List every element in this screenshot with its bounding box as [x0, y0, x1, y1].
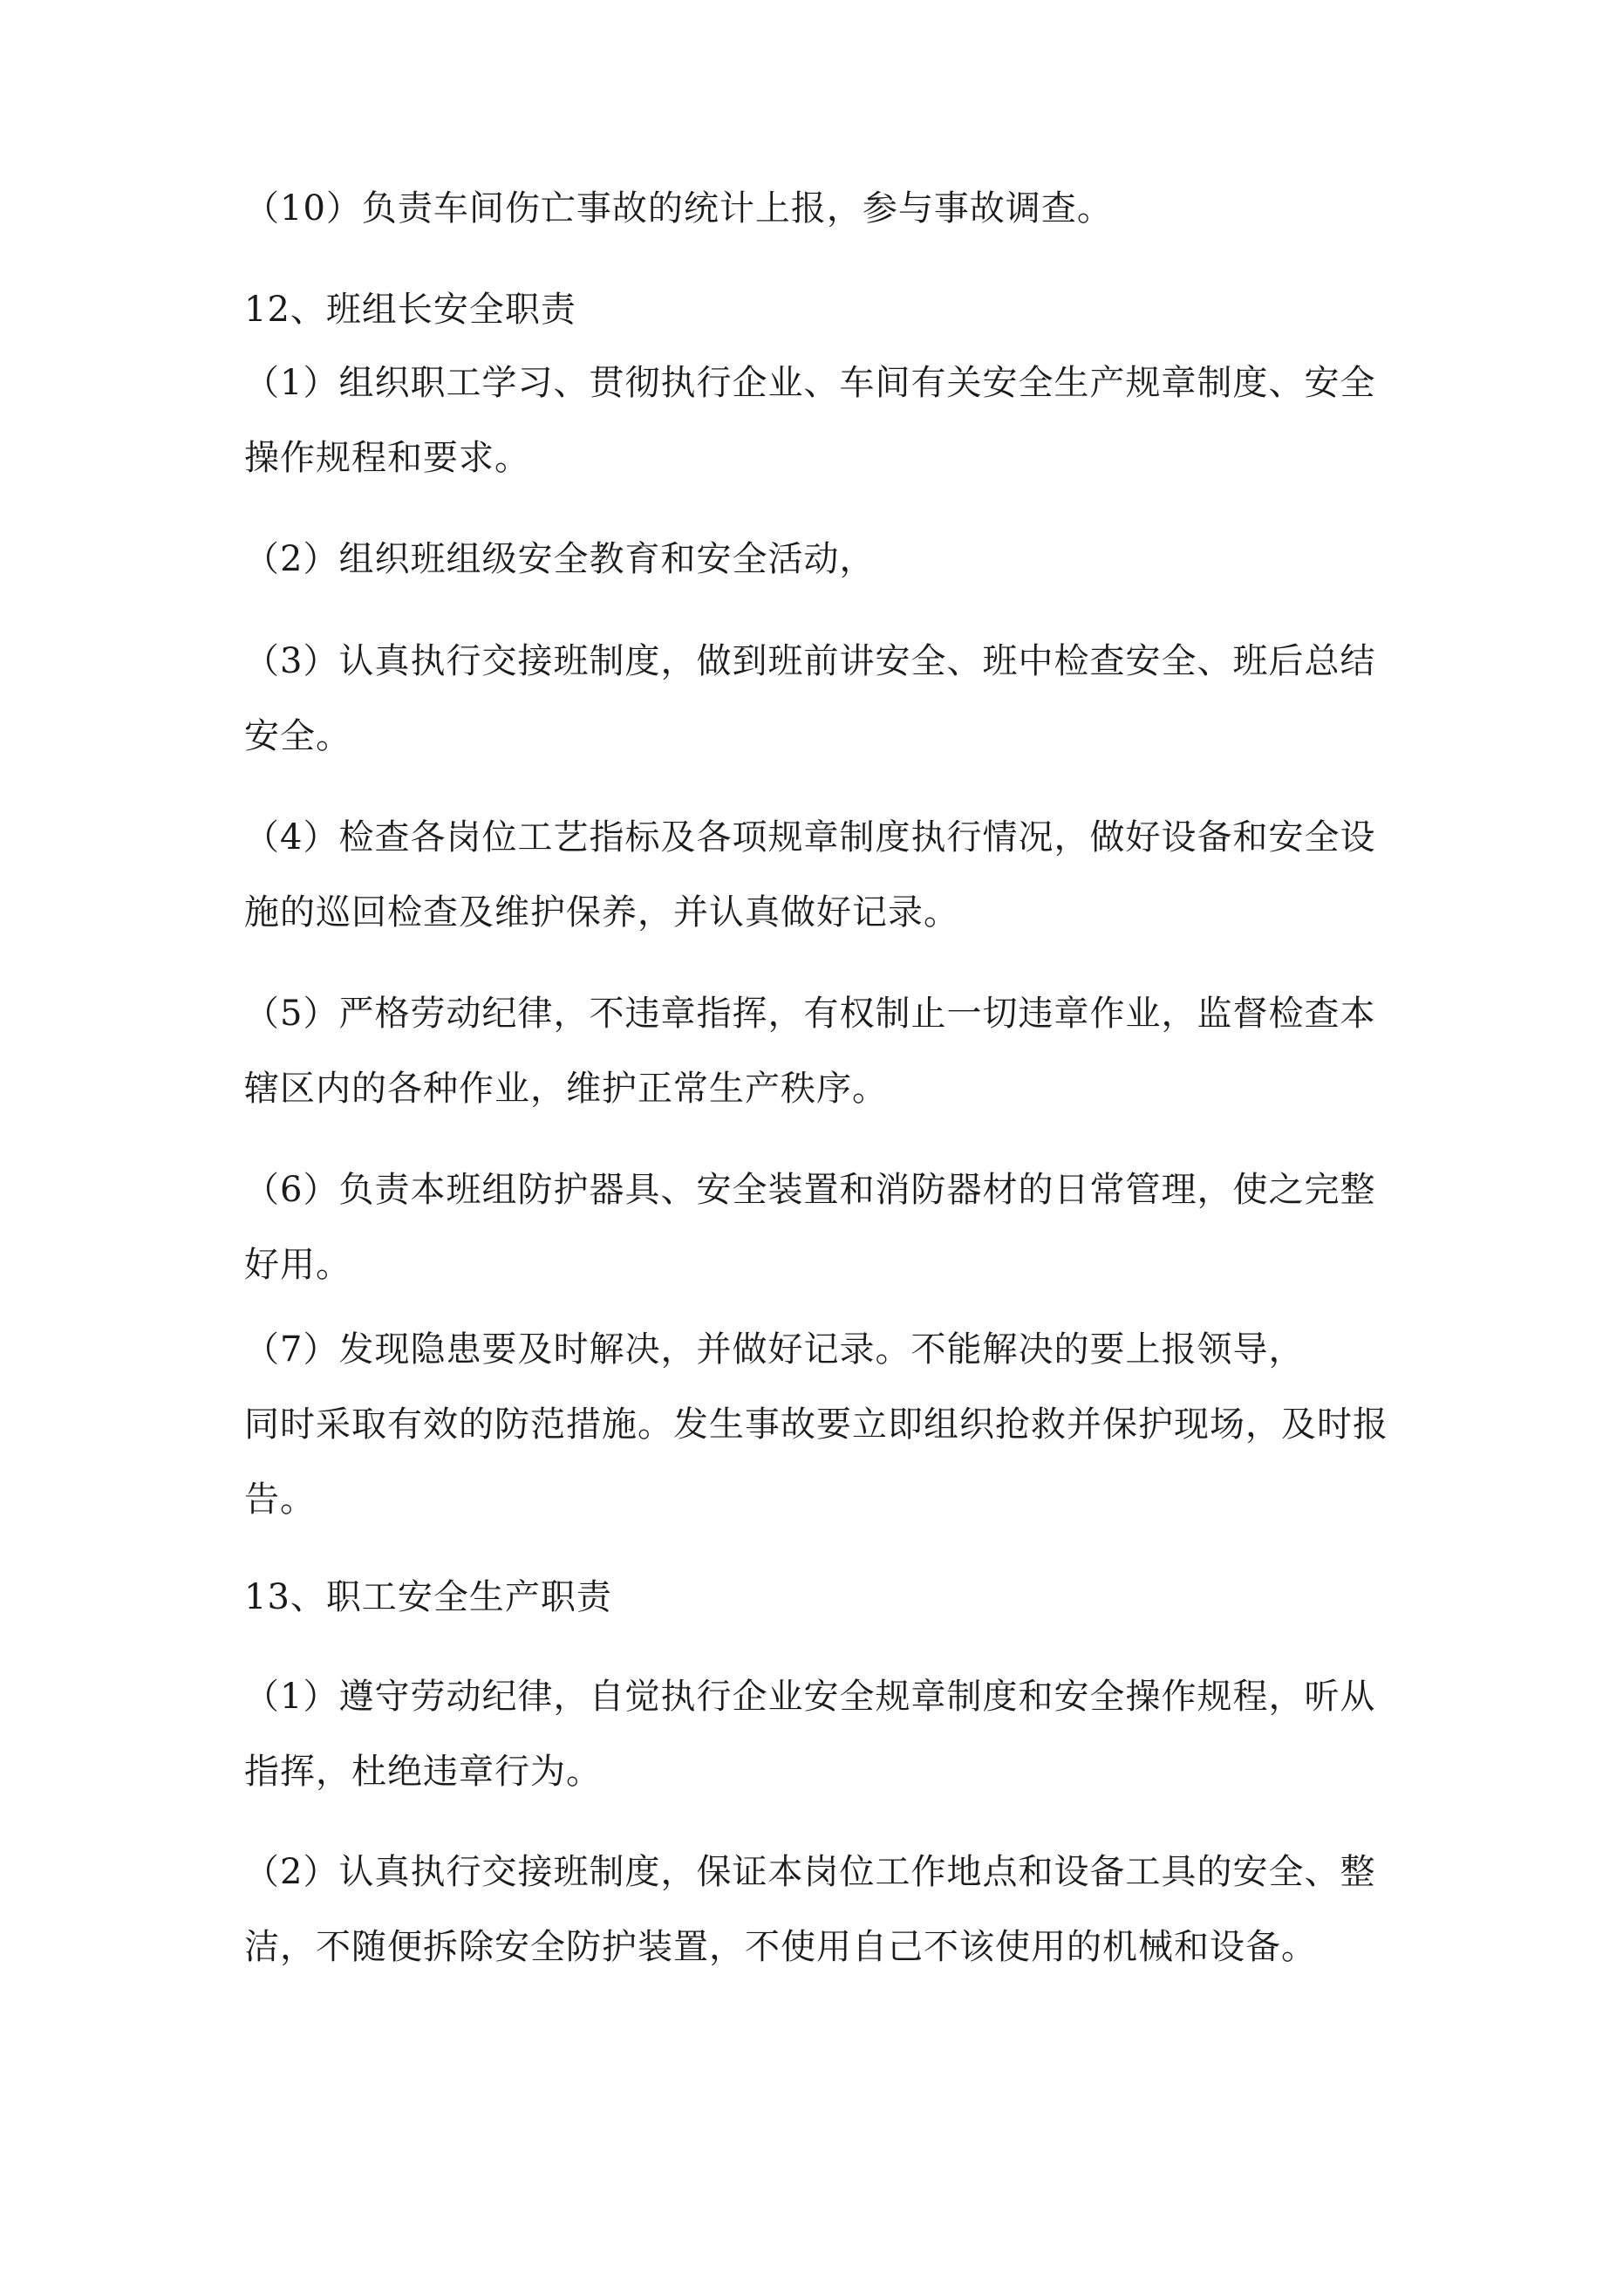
text-line: 同时采取有效的防范措施。发生事故要立即组织抢救并保护现场，及时报 — [244, 1404, 1388, 1445]
text-line: 操作规程和要求。 — [244, 438, 530, 478]
text-line: 安全。 — [244, 716, 351, 756]
paragraph-item-7-hazard-handling — [244, 1312, 1413, 1537]
section-heading-employee-duties — [244, 1560, 1413, 1635]
text-line: （6）负责本班组防护器具、安全装置和消防器材的日常管理，使之完整 — [244, 1170, 1376, 1210]
text-line: （7）发现隐患要及时解决，并做好记录。不能解决的要上报领导， — [244, 1329, 1305, 1370]
text-line: （3）认真执行交接班制度，做到班前讲安全、班中检查安全、班后总结 — [244, 641, 1376, 681]
text-line: （1）遵守劳动纪律，自觉执行企业安全规章制度和安全操作规程，听从 — [244, 1677, 1376, 1717]
paragraph-employee-item-1-discipline — [244, 1659, 1413, 1809]
paragraph-item-6-protective-equipment — [244, 1152, 1413, 1302]
text-line: 好用。 — [244, 1245, 351, 1285]
paragraph-employee-item-2-shift-handover — [244, 1835, 1413, 1985]
paragraph-item-2-safety-education — [244, 522, 1413, 597]
text-line: （2）组织班组级安全教育和安全活动， — [244, 539, 876, 579]
text-line: 告。 — [244, 1479, 316, 1520]
paragraph-item-4-inspection — [244, 800, 1413, 950]
text-line: 12、班组长安全职责 — [244, 290, 576, 330]
text-line: 13、职工安全生产职责 — [244, 1577, 612, 1617]
text-line: （1）组织职工学习、贯彻执行企业、车间有关安全生产规章制度、安全 — [244, 363, 1376, 403]
paragraph-item-1-organize-study — [244, 345, 1413, 495]
paragraph-item-3-shift-handover — [244, 624, 1413, 774]
text-line: 辖区内的各种作业，维护正常生产秩序。 — [244, 1069, 888, 1109]
section-heading-team-leader-duties — [244, 272, 1413, 347]
text-line: （4）检查各岗位工艺指标及各项规章制度执行情况，做好设备和安全设 — [244, 817, 1376, 858]
text-line: 洁，不随便拆除安全防护装置，不使用自己不该使用的机械和设备。 — [244, 1927, 1317, 1967]
text-line: （2）认真执行交接班制度，保证本岗位工作地点和设备工具的安全、整 — [244, 1852, 1376, 1892]
text-line: 施的巡回检查及维护保养，并认真做好记录。 — [244, 892, 959, 933]
text-line: （10）负责车间伤亡事故的统计上报，参与事故调查。 — [244, 188, 1113, 229]
text-line: 指挥，杜绝违章行为。 — [244, 1752, 602, 1792]
paragraph-item-5-labor-discipline — [244, 976, 1413, 1126]
paragraph-item-10-accident-reporting — [244, 171, 1413, 246]
text-line: （5）严格劳动纪律，不违章指挥，有权制止一切违章作业，监督检查本 — [244, 994, 1376, 1034]
